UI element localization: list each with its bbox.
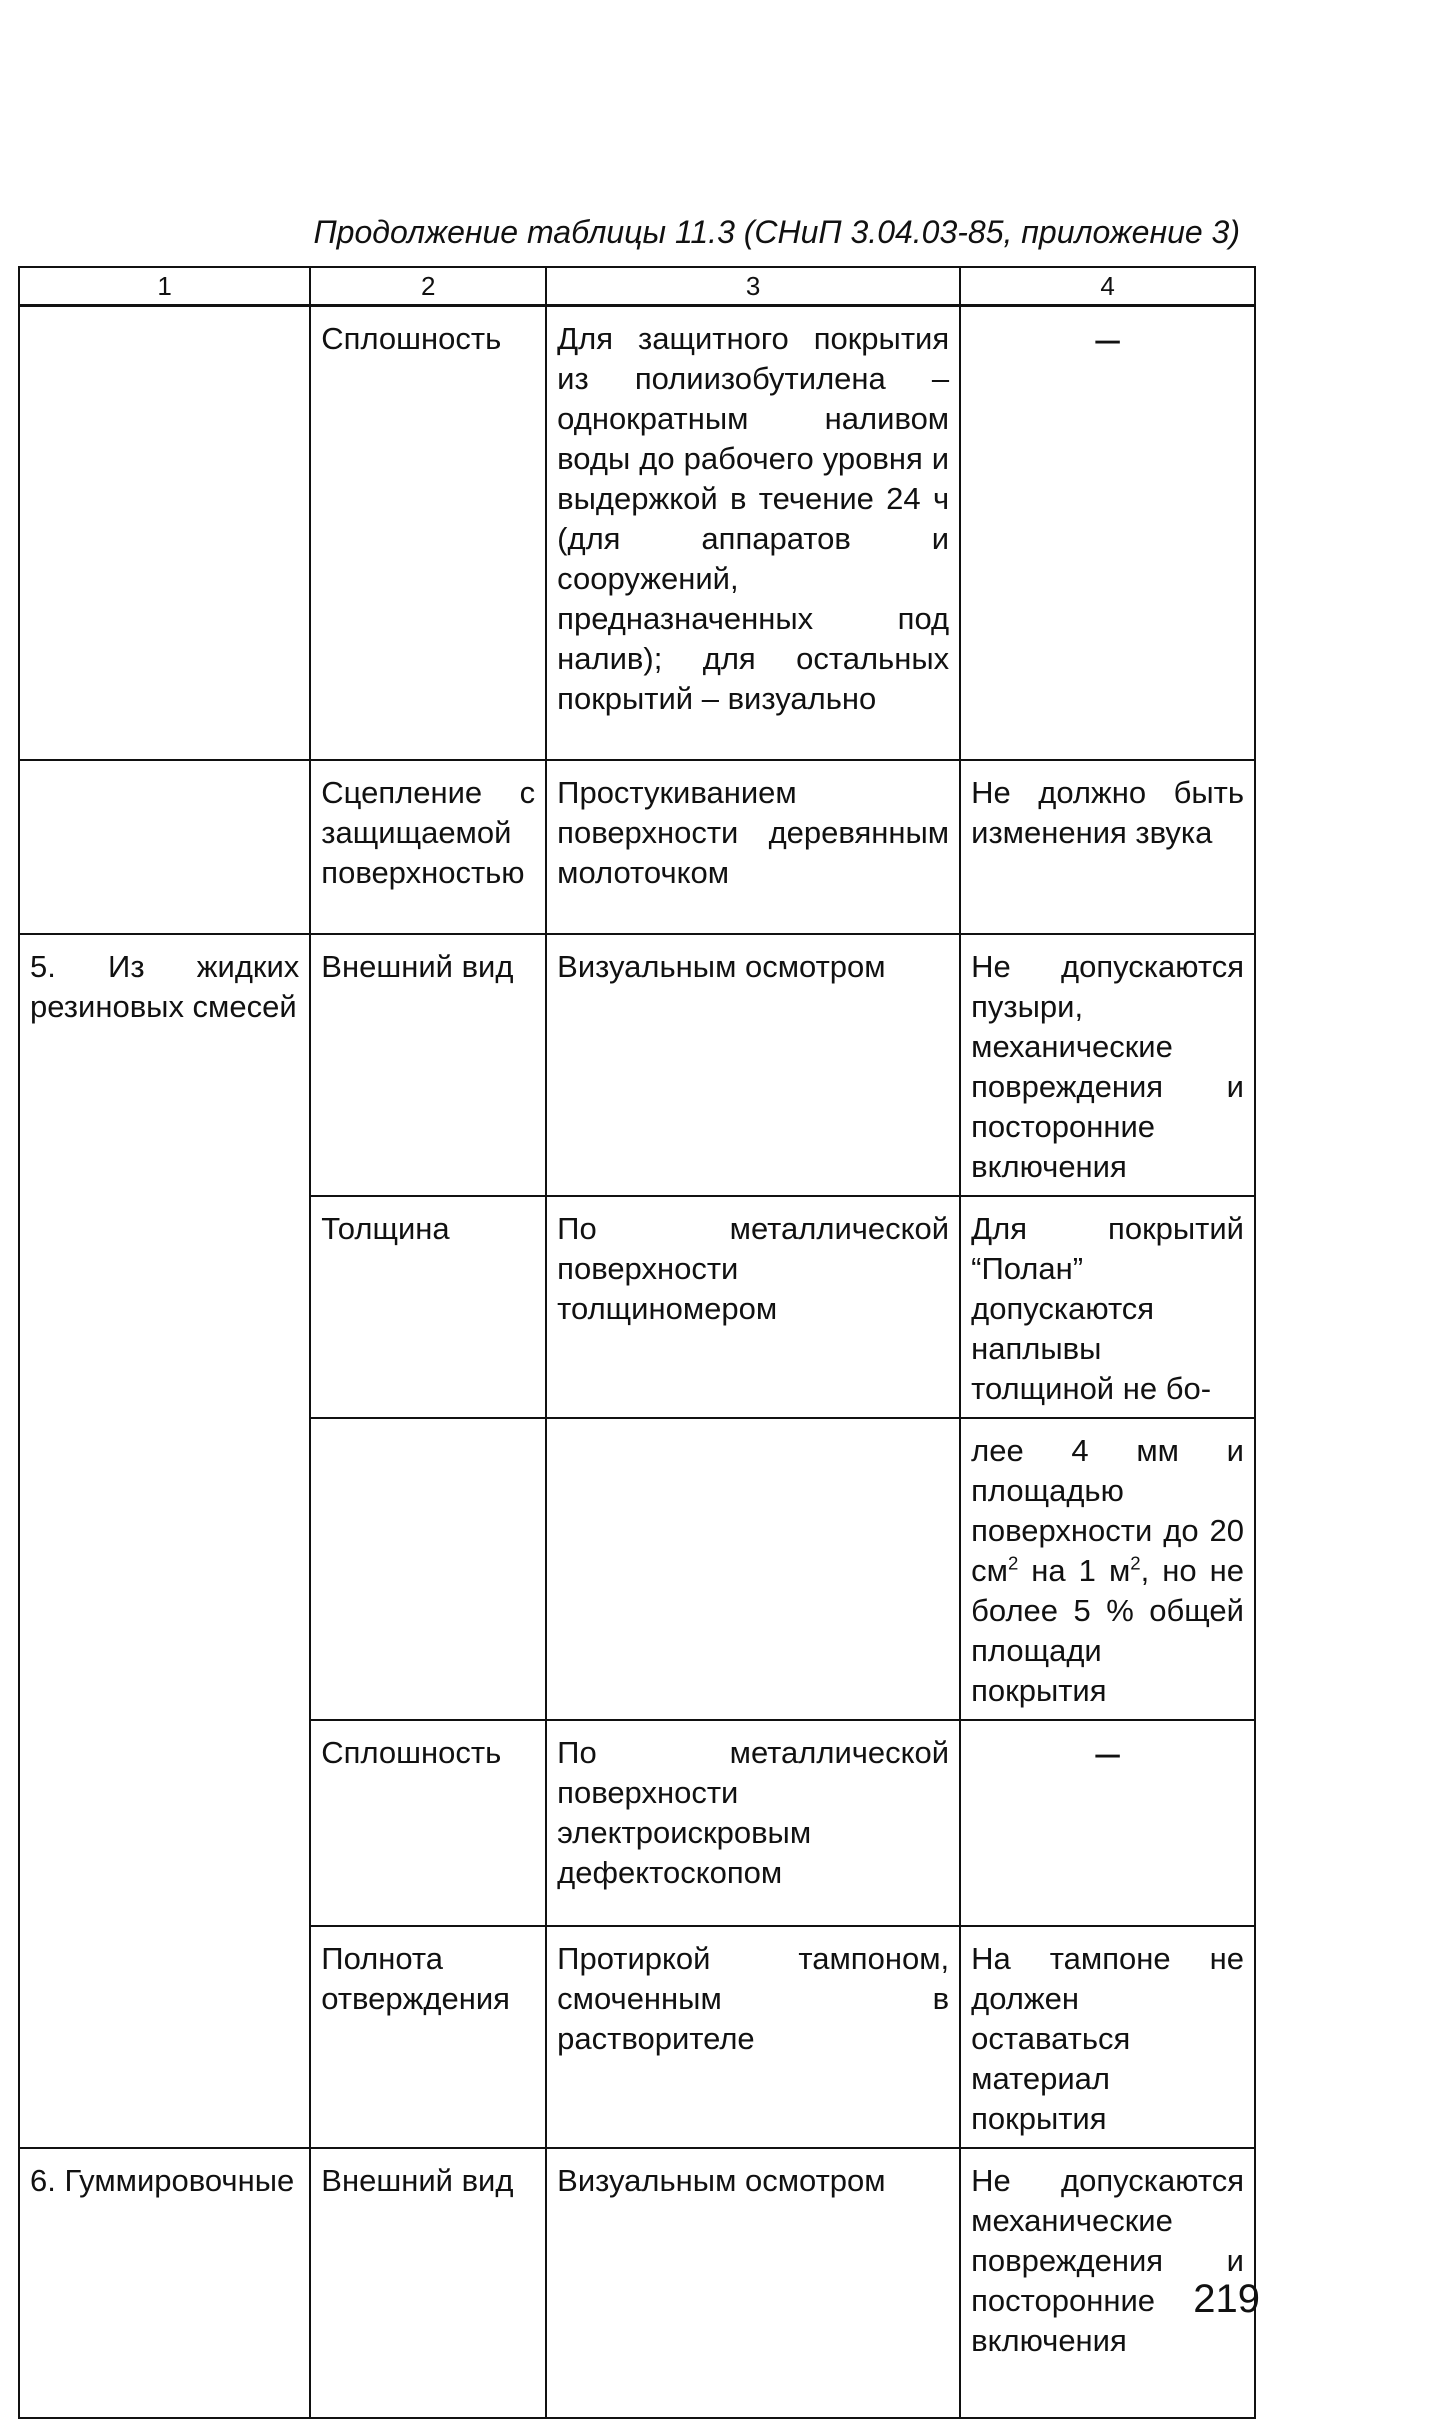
table-header-row xyxy=(19,267,1255,306)
table-cell: Для покрытий “Полан” допускаются наплывы толщиной не бо- xyxy=(960,1196,1255,1418)
group-cell-gumming: 6. Гуммировочные xyxy=(19,2148,310,2418)
table-cell: Сцепление с защищаемой поверхностью xyxy=(310,760,546,934)
column-header-3: 3 xyxy=(546,267,960,306)
table-cell: Для защитного покрытия из полиизобутилена – однократным наливом воды до рабочего уровня и выдержкой в течение 24 ч (для аппаратов и сооружений, предназначенных под налив); для остальных покрытий – визуально xyxy=(546,306,960,760)
table-cell: На тампоне не должен оставаться материал покрытия xyxy=(960,1926,1255,2148)
table-cell: Толщина xyxy=(310,1196,546,1418)
table-cell: Не допускаются пузыри, механические повреждения и посторонние включения xyxy=(960,934,1255,1196)
cell-text: на 1 м xyxy=(1018,1552,1131,1588)
table-cell: Визуальным осмотром xyxy=(546,934,960,1196)
table-cell: По металлической поверхности электроискровым дефектоскопом xyxy=(546,1720,960,1926)
table-cell: Внешний вид xyxy=(310,934,546,1196)
table-cell xyxy=(310,1418,546,1720)
column-header-1: 1 xyxy=(19,267,310,306)
superscript: 2 xyxy=(1007,1552,1019,1574)
table-cell: Визуальным осмотром xyxy=(546,2148,960,2418)
dash-cell: – xyxy=(960,306,1255,760)
column-header-4: 4 xyxy=(960,267,1255,306)
table-row xyxy=(19,2148,1255,2418)
group-cell-liquid-rubber: 5. Из жидких резиновых смесей xyxy=(19,934,310,2148)
table-caption: Продолжение таблицы 11.3 (СНиП 3.04.03-85, приложение 3) xyxy=(313,214,1240,250)
table-row xyxy=(19,760,1255,934)
table-cell: Полнота отверждения xyxy=(310,1926,546,2148)
table-cell xyxy=(546,1418,960,1720)
table-cell: Не должно быть изменения звука xyxy=(960,760,1255,934)
table-row xyxy=(19,306,1255,760)
inspection-table xyxy=(18,266,1256,2419)
column-header-2: 2 xyxy=(310,267,546,306)
cell-text: лее 4 мм и площадью поверхности до 20 см xyxy=(971,1432,1244,1588)
table-cell xyxy=(19,760,310,934)
table-cell: Внешний вид xyxy=(310,2148,546,2418)
page-number: 219 xyxy=(1193,2277,1260,2321)
table-cell: По металлической поверхности толщиномером xyxy=(546,1196,960,1418)
superscript: 2 xyxy=(1130,1552,1141,1574)
table-cell: Сплошность xyxy=(310,1720,546,1926)
table-cell xyxy=(19,306,310,760)
table-row xyxy=(19,934,1255,1196)
cell-text: , но не более 5 % общей площади покрытия xyxy=(971,1552,1244,1708)
table-cell: Не допускаются механические повреждения и посторонние включения xyxy=(960,2148,1255,2418)
dash-cell: – xyxy=(960,1720,1255,1926)
table-cell: Протиркой тампоном, смоченным в растворителе xyxy=(546,1926,960,2148)
table-cell: Простукиванием поверхности деревянным молоточком xyxy=(546,760,960,934)
table-cell: Сплошность xyxy=(310,306,546,760)
table-cell xyxy=(960,1418,1255,1720)
